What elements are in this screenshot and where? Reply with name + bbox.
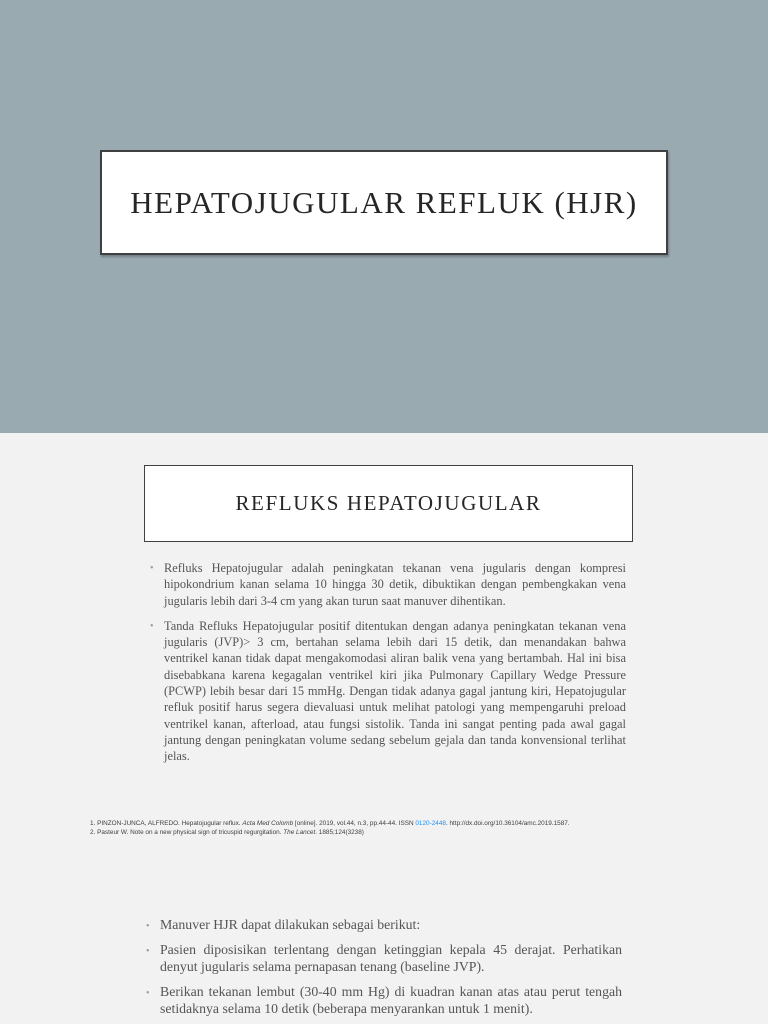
reference-text: 1. PINZON-JUNCA, ALFREDO. Hepatojugular reflux. <box>90 820 243 827</box>
section-title-box <box>144 465 633 542</box>
bullet-text: Berikan tekanan lembut (30-40 mm Hg) di kuadran kanan atas atau perut tengah setidaknya selama 10 detik (beberapa menyarankan untuk 1 menit). <box>160 983 622 1016</box>
slide-title: HEPATOJUGULAR REFLUK (HJR) <box>130 184 638 220</box>
reference-2 <box>90 828 730 837</box>
list-item <box>150 560 626 609</box>
bullet-icon: • <box>146 921 150 932</box>
bullet-list <box>146 916 622 1024</box>
title-box <box>100 150 668 255</box>
reference-journal: The Lancet <box>283 829 316 836</box>
bullet-icon: • <box>150 620 154 632</box>
content-slide-manuver <box>0 868 768 1024</box>
bullet-icon: • <box>146 945 150 957</box>
reference-journal: Acta Med Colomb <box>242 820 294 827</box>
content-slide-refluks <box>0 433 768 868</box>
bullet-text: Tanda Refluks Hepatojugular positif ditentukan dengan adanya peningkatan tekanan vena jugularis (JVP)> 3 cm, bertahan selama lebih dari 15 detik, dan menandakan bahwa ventrikel kanan tidak dapat mengakomodasi aliran balik vena yang bertambah. Hal ini bisa disebabkana karena kegagalan ventrikel kiri jika Pulmonary Capillary Wedge Pressure (PCWP) lebih besar dari 15 mmHg. Dengan tidak adanya gagal jantung kiri, Hepatojugular refluk positif harus segera dievaluasi untuk melihat patologi yang mempengaruhi preload ventrikel kanan, afterload, atau fungsi sistolik. Tanda ini sangat penting pada awal gagal jantung dengan peningkatan volume sedang sebelum gejala dan tanda konvensional terlihat jelas. <box>164 618 626 764</box>
bullet-text: Pasien diposisikan terlentang dengan ketinggian kepala 45 derajat. Perhatikan denyut jugularis selama pernapasan tenang (baseline JVP). <box>160 941 622 974</box>
list-item <box>146 941 622 976</box>
list-item <box>150 618 626 765</box>
bullet-icon: • <box>146 987 150 999</box>
doi-link[interactable]: . http://dx.doi.org/10.36104/amc.2019.1587. <box>445 820 570 827</box>
bullet-text: Manuver HJR dapat dilakukan sebagai berikut: <box>160 917 421 932</box>
title-slide <box>0 0 768 433</box>
list-item <box>146 983 622 1018</box>
reference-text: [online]. 2019, vol.44, n.3, pp.44-44. ISSN <box>293 820 416 827</box>
references <box>90 819 730 837</box>
reference-1 <box>90 819 730 828</box>
bullet-list <box>150 560 626 774</box>
reference-text: 2. Pasteur W. Note on a new physical sign of tricuspid regurgitation. <box>90 829 284 836</box>
reference-text: . 1885;124(3238) <box>315 829 364 836</box>
list-item <box>146 916 622 934</box>
bullet-icon: • <box>150 563 154 574</box>
issn-link[interactable]: 0120-2448 <box>415 820 446 827</box>
bullet-text: Refluks Hepatojugular adalah peningkatan tekanan vena jugularis dengan kompresi hipokondrium kanan selama 10 hingga 30 detik, dibuktikan dengan pembengkakan vena jugularis lebih dari 3-4 cm yang akan turun saat manuver dihentikan. <box>164 561 626 608</box>
section-title: REFLUKS HEPATOJUGULAR <box>235 491 542 515</box>
